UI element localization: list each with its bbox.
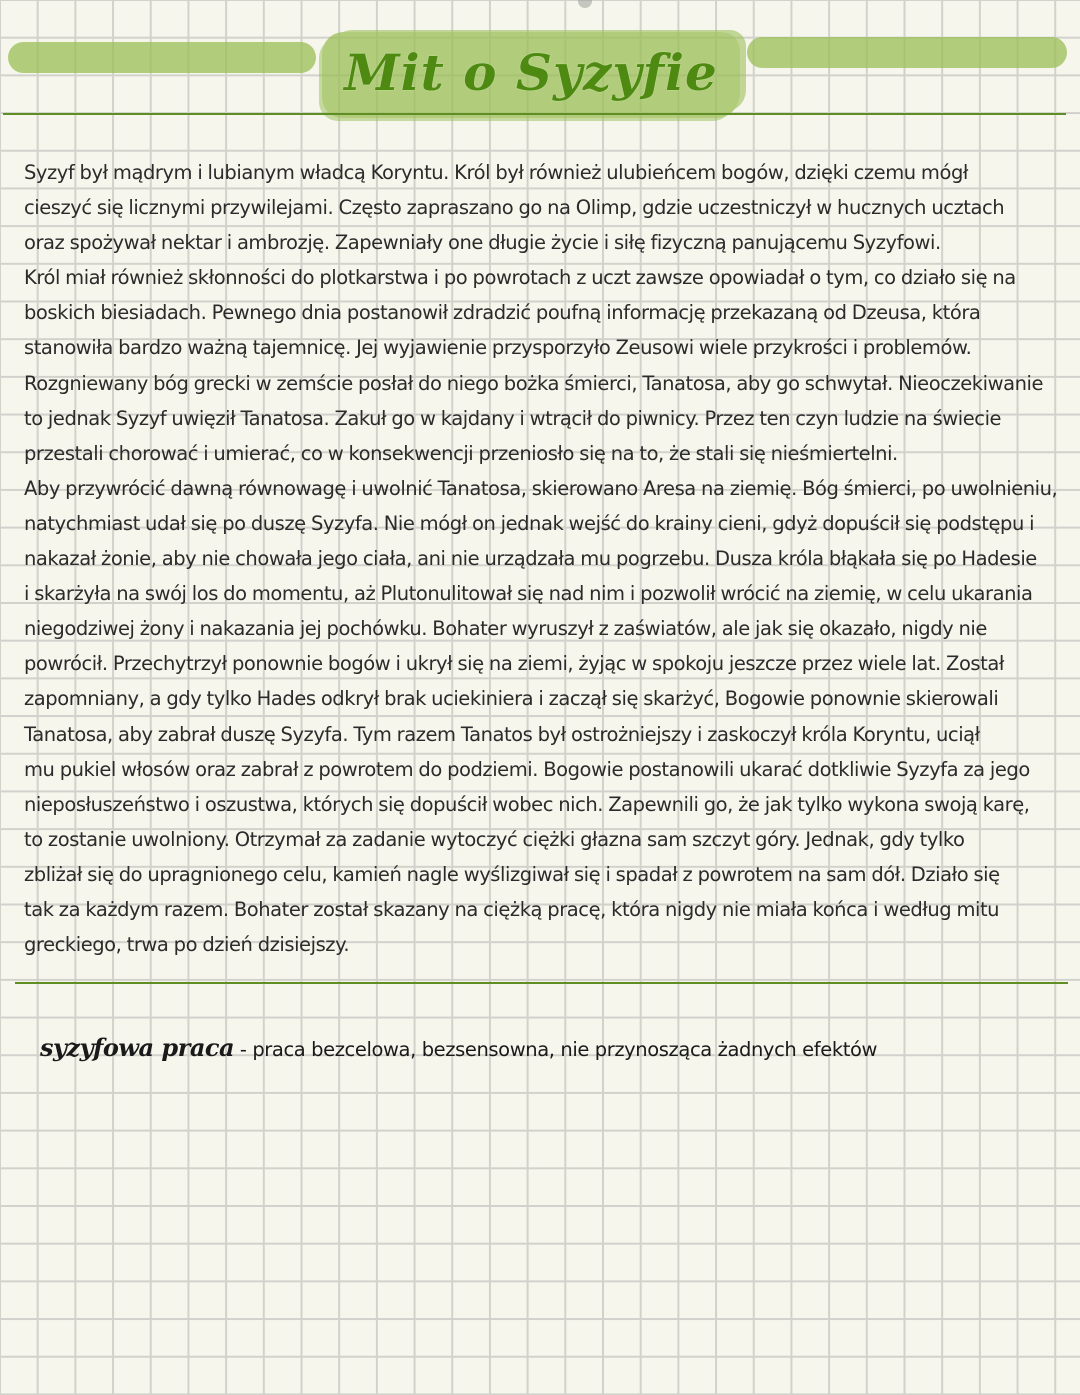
text-line: powrócił. Przechytrzył ponownie bogów i ukrył się na ziemi, żyjąc w spokoju jeszcze przez wiele lat. Został (24, 652, 1004, 676)
text-line: to jednak Syzyf uwięził Tanatosa. Zakuł go w kajdany i wtrącił do piwnicy. Przez ten czyn ludzie na świecie (24, 406, 1002, 430)
definition-text: praca bezcelowa, bezsensowna, nie przynosząca żadnych efektów (252, 1038, 878, 1061)
story-text (24, 155, 1064, 962)
section-divider (15, 982, 1068, 984)
text-line: nakazał żonie, aby nie chowała jego ciała, ani nie urządzała mu pogrzebu. Dusza króla błąkała się po Hadesie (24, 547, 1037, 571)
definition-term: syzyfowa praca (40, 1033, 235, 1062)
header-divider (3, 113, 1066, 115)
text-line: przestali chorować i umierać, co w konsekwencji przeniosło się na to, że stali się nieśmiertelni. (24, 441, 898, 465)
text-line: stanowiła bardzo ważną tajemnicę. Jej wyjawienie przysporzyło Zeusowi wiele przykrości i problemów. (24, 336, 972, 360)
text-line: Rozgniewany bóg grecki w zemście posłał do niego bożka śmierci, Tanatosa, aby go schwytał. Nieoczekiwanie (24, 371, 1044, 395)
definition-dash: - (234, 1038, 253, 1061)
decorative-bar-left (8, 42, 316, 73)
text-line: i skarżyła na swój los do momentu, aż Plutonulitował się nad nim i pozwolił wrócić na ziemię, w celu ukarania (24, 582, 1033, 606)
decorative-bar-right (747, 37, 1067, 68)
text-line: natychmiast udał się po duszę Syzyfa. Nie mógł on jednak wejść do krainy cieni, gdyż dopuścił się podstępu i (24, 511, 1035, 535)
text-line: zapomniany, a gdy tylko Hades odkrył brak uciekiniera i zaczął się skarżyć, Bogowie ponownie skierowali (24, 687, 999, 711)
text-line: to zostanie uwolniony. Otrzymał za zadanie wytoczyć ciężki głazna sam szczyt góry. Jednak, gdy tylko (24, 827, 965, 851)
text-line: niegodziwej żony i nakazania jej pochówku. Bohater wyruszył z zaświatów, ale jak się okazało, nigdy nie (24, 617, 987, 641)
text-line: Król miał również skłonności do plotkarstwa i po powrotach z uczt zawsze opowiadał o tym, co działo się na (24, 266, 1016, 290)
definition (40, 1033, 877, 1062)
text-line: tak za każdym razem. Bohater został skazany na ciężką pracę, która nigdy nie miała końca i według mitu (24, 897, 1000, 921)
text-line: cieszyć się licznymi przywilejami. Często zapraszano go na Olimp, gdzie uczestniczył w hucznych ucztach (24, 196, 1005, 220)
text-line: Syzyf był mądrym i lubianym władcą Koryntu. Król był również ulubieńcem bogów, dzięki czemu mógł (24, 161, 968, 184)
smudge-mark (578, 0, 592, 8)
text-line: zbliżał się do upragnionego celu, kamień nagle wyślizgiwał się i spadał z powrotem na sam dół. Działo się (24, 862, 1000, 886)
text-line: mu pukiel włosów oraz zabrał z powrotem do podziemi. Bogowie postanowili ukarać dotkliwie Syzyfa za jego (24, 757, 1030, 781)
text-line: boskich biesiadach. Pewnego dnia postanowił zdradzić poufną informację przekazaną od Dzeusa, która (24, 301, 981, 325)
text-line: Tanatosa, aby zabrał duszę Syzyfa. Tym razem Tanatos był ostrożniejszy i zaskoczył króla Koryntu, uciął (24, 722, 980, 746)
text-line: oraz spożywał nektar i ambrozję. Zapewniały one długie życie i siłę fizyczną panującemu Syzyfowi. (24, 231, 941, 255)
text-line: nieposłuszeństwo i oszustwa, których się dopuścił wobec nich. Zapewnili go, że jak tylko wykona swoją karę, (24, 792, 1030, 816)
text-line: Aby przywrócić dawną równowagę i uwolnić Tanatosa, skierowano Aresa na ziemię. Bóg śmierci, po uwolnieniu, (24, 476, 1058, 500)
page-title: Mit o Syzyfie (344, 43, 718, 102)
text-line: greckiego, trwa po dzień dzisiejszy. (24, 933, 350, 957)
